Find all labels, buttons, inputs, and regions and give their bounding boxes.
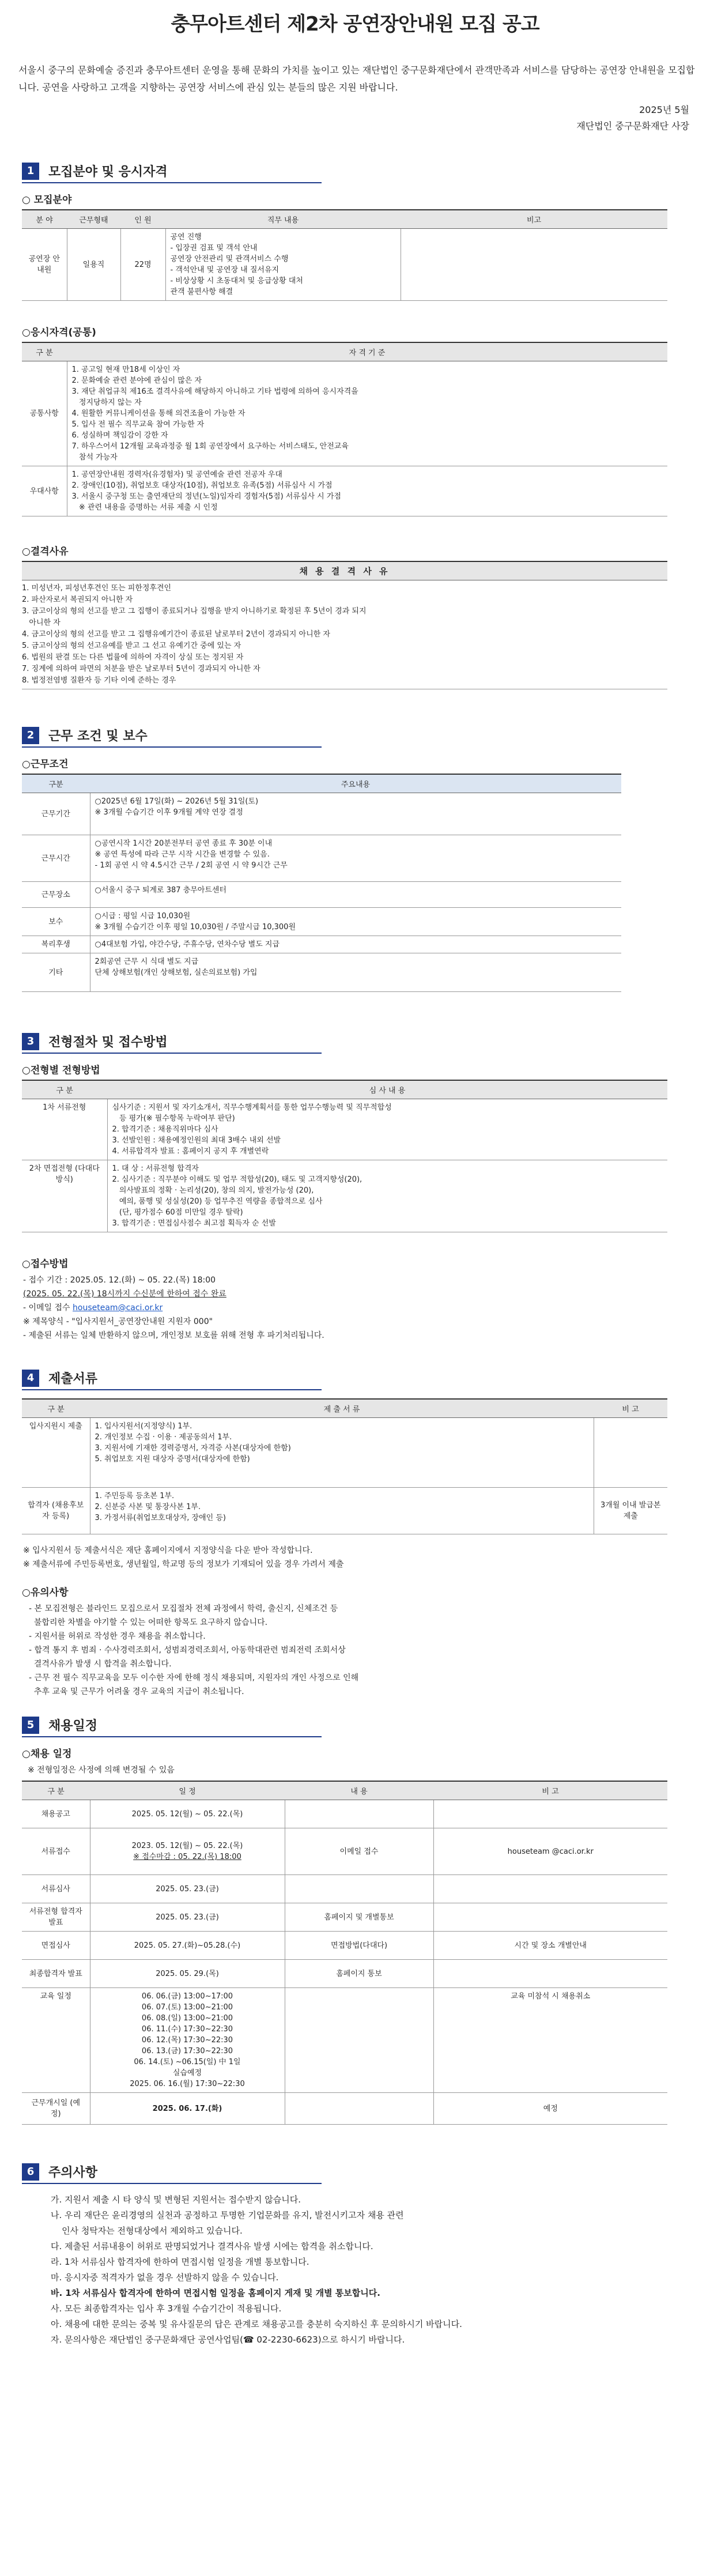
- documents-table: [22, 1398, 667, 1534]
- cell: [90, 1828, 285, 1875]
- section-number: 6: [22, 2163, 39, 2181]
- col-header: 제 출 서 류: [90, 1399, 594, 1418]
- cell: 2025. 05. 23.(금): [90, 1903, 285, 1932]
- line: - 지원서를 허위로 작성한 경우 채용을 취소합니다.: [29, 1632, 206, 1641]
- cell: [90, 1988, 285, 2093]
- col-header: 심 사 내 용: [107, 1080, 667, 1099]
- list-item: 7. 하우스어셔 12개월 교육과정중 월 1회 공연장에서 요구하는 서비스태도, 안전교육: [71, 442, 349, 451]
- row-label: 근무시간: [22, 835, 90, 882]
- section-title: 주의사항: [48, 2166, 98, 2180]
- col-header: 근무형태: [67, 210, 120, 229]
- table-row: [22, 1903, 667, 1932]
- list-item: - 비상상황 시 초동대처 및 응급상황 대처: [170, 277, 303, 285]
- line: 실습예정: [172, 2069, 202, 2077]
- row-label: 근무장소: [22, 882, 90, 908]
- disqualification-box: [22, 561, 667, 689]
- line: 3. 선발인원 : 채용예정인원의 최대 3배수 내외 선발: [112, 1136, 281, 1145]
- col-header: 비 고: [594, 1399, 667, 1418]
- row-label: 교육 일정: [22, 1988, 90, 2093]
- section-number: 5: [22, 1717, 39, 1734]
- list-item: 4. 금고이상의 형의 선고를 받고 그 집행유예기간이 종료된 날로부터 2년이 경과되지 아니한 자: [22, 630, 330, 639]
- line: ※ 제출서류에 주민등록번호, 생년월일, 학교명 등의 정보가 기재되어 있을 경우 가려서 제출: [23, 1560, 344, 1569]
- disqualification-header: 채 용 결 격 사 유: [22, 561, 667, 580]
- table-row: [22, 1099, 667, 1160]
- cautions-list: [51, 2192, 695, 2348]
- table-row: [22, 1875, 667, 1903]
- qual-pref-cell: [67, 466, 667, 516]
- list-item: 인사 청탁자는 전형대상에서 제외하고 있습니다.: [51, 2226, 243, 2236]
- section-title: 제출서류: [48, 1372, 98, 1386]
- subheading-cautions: ○유의사항: [22, 1587, 69, 1598]
- list-item: 6. 성실하며 책임감이 강한 자: [71, 431, 168, 440]
- list-item: 3. 금고이상의 형의 선고를 받고 그 집행이 종료되거나 집행을 받지 아니하기로 확정된 후 5년이 경과 되지: [22, 607, 367, 616]
- table-row: [22, 882, 621, 908]
- list-item: 5. 입사 전 필수 직무교육 참여 가능한 자: [71, 420, 205, 429]
- section-title: 채용일정: [48, 1719, 98, 1733]
- schedule-table: [22, 1781, 667, 2125]
- cell: [90, 908, 621, 936]
- cell: 22명: [120, 229, 165, 301]
- cell: [433, 1800, 667, 1828]
- line: 2025. 06. 16.(월) 17:30~22:30: [130, 2080, 245, 2088]
- list-item: 7. 징계에 의하여 파면의 처분을 받은 날로부터 5년이 경과되지 아니한 자: [22, 665, 260, 673]
- list-item: 아니한 자: [22, 618, 61, 627]
- email-line: - 이메일 접수 houseteam@caci.or.kr: [23, 1303, 163, 1312]
- qual-common-cell: [67, 361, 667, 466]
- row-label: 기타: [22, 953, 90, 992]
- line: 1. 입사지원서(지정양식) 1부.: [95, 1422, 192, 1431]
- table-row: [22, 1828, 667, 1875]
- cell: ○4대보험 가입, 야간수당, 주휴수당, 연차수당 별도 지급: [90, 936, 621, 953]
- list-item: 8. 법정전염병 질환자 등 기타 이에 준하는 경우: [22, 676, 176, 685]
- section-title: 모집분야 및 응시자격: [48, 165, 168, 179]
- list-item: 6. 법원의 판결 또는 다른 법률에 의하여 자격이 상실 또는 정지된 자: [22, 653, 244, 662]
- line: 06. 11.(수) 17:30~22:30: [141, 2025, 233, 2034]
- list-item: 1. 공고일 현재 만18세 이상인 자: [71, 365, 180, 374]
- list-item: 아. 채용에 대한 문의는 중복 및 유사질문의 답은 관계로 채용공고를 충분히 숙지하신 후 문의하시기 바랍니다.: [51, 2319, 462, 2329]
- list-item: 2. 문화예술 관련 분야에 관심이 많은 자: [71, 376, 202, 385]
- table-row: [22, 361, 667, 466]
- cell: 2025. 05. 27.(화)~05.28.(수): [90, 1932, 285, 1960]
- row-label: 채용공고: [22, 1800, 90, 1828]
- line: - 1회 공연 시 약 4.5시간 근무 / 2회 공연 시 약 9시간 근무: [95, 861, 288, 870]
- table-row: [22, 229, 667, 301]
- section-3-header: [22, 1032, 322, 1054]
- row-label: 최종합격자 발표: [22, 1960, 90, 1988]
- list-item: 공연장 안전관리 및 관객서비스 수행: [170, 255, 289, 263]
- list-item: 2. 장애인(10점), 취업보호 대상자(10점), 취업보호 유족(5점) 서류심사 시 가점: [71, 481, 333, 490]
- list-item: 사. 모든 최종합격자는 입사 후 3개월 수습기간이 적용됩니다.: [51, 2303, 282, 2314]
- line: 1. 대 상 : 서류전형 합격자: [112, 1164, 199, 1173]
- recruit-table: [22, 209, 667, 301]
- list-item: 3. 서울시 중구청 또는 출연재단의 정년(노일)임자리 경험자(5점) 서류심사 시 가점: [71, 492, 341, 501]
- col-header: 비고: [401, 210, 667, 229]
- line: 4. 서류합격자 발표 : 홈페이지 공지 후 개별연락: [112, 1147, 269, 1156]
- page-title: 충무아트센터 제2차 공연장안내원 모집 공고: [171, 13, 539, 36]
- subheading-schedule: ○채용 일정: [22, 1748, 72, 1760]
- cell: 시간 및 장소 개별안내: [433, 1932, 667, 1960]
- cell: [90, 835, 621, 882]
- conditions-table: [22, 774, 621, 992]
- col-header: 자 격 기 준: [67, 342, 667, 361]
- cell: [285, 1988, 433, 2093]
- table-row: [22, 936, 621, 953]
- line: 3. 가정서류(취업보호대상자, 장애인 등): [95, 1514, 226, 1522]
- line: 의사발표의 정확 · 논리성(20), 창의 의지, 발전가능성 (20),: [112, 1186, 314, 1195]
- col-header: 구 분: [22, 1399, 90, 1418]
- table-row: [22, 2093, 667, 2125]
- cell: ○서울시 중구 퇴계로 387 충무아트센터: [90, 882, 621, 908]
- line: 5. 취업보호 지원 대상자 증명서(대상자에 한함): [95, 1455, 250, 1464]
- cell: 이메일 접수: [285, 1828, 433, 1875]
- notice-date: 2025년 5월: [639, 104, 689, 115]
- list-item: 바. 1차 서류심사 합격자에 한하여 면접시험 일정을 홈페이지 게재 및 개별 통보합니다.: [51, 2288, 380, 2298]
- line: 불합리한 차별을 야기할 수 있는 어떠한 항목도 요구하지 않습니다.: [29, 1618, 268, 1627]
- section-number: 2: [22, 727, 39, 744]
- line: 결격사유가 발생 시 합격을 취소합니다.: [29, 1659, 172, 1669]
- section-title: 전형절차 및 접수방법: [48, 1035, 168, 1050]
- line: 추후 교육 및 근무가 어려울 경우 교육의 지급이 취소됩니다.: [29, 1687, 244, 1696]
- cell: 일용직: [67, 229, 120, 301]
- col-header: 구 분: [22, 1080, 107, 1099]
- line: 3. 지원서에 기재한 경력증명서, 자격증 사본(대상자에 한함): [95, 1444, 291, 1453]
- cell: 홈페이지 통보: [285, 1960, 433, 1988]
- section-2-header: [22, 726, 322, 748]
- cell: 2025. 06. 17.(화): [90, 2093, 285, 2125]
- line: 06. 08.(일) 13:00~21:00: [141, 2014, 233, 2023]
- col-header: 내 용: [285, 1781, 433, 1800]
- col-header: 일 정: [90, 1781, 285, 1800]
- list-item: 자. 문의사항은 재단법인 중구문화재단 공연사업팀(☎ 02-2230-6623)으로 하시기 바랍니다.: [51, 2334, 405, 2345]
- list-item: 1. 미성년자, 피성년후견인 또는 피한정후견인: [22, 584, 172, 593]
- list-item: 1. 공연장안내원 경력자(유경험자) 및 공연예술 관련 전공자 우대: [71, 470, 282, 479]
- row-label: 공통사항: [22, 361, 67, 466]
- line: ○2025년 6월 17일(화) ~ 2026년 5월 31일(토): [95, 797, 259, 806]
- line: (2025. 05. 22.(목) 18시까지 수신분에 한하여 접수 완료: [23, 1289, 226, 1299]
- table-row: [22, 953, 621, 992]
- line: - 합격 통지 후 범죄 · 수사경력조회서, 성범죄경력조회서, 아동학대관련 범죄전력 조회서상: [29, 1646, 346, 1655]
- table-row: [22, 1988, 667, 2093]
- subheading-conditions: ○근무조건: [22, 759, 69, 770]
- table-row: [22, 835, 621, 882]
- subheading-disqualification: ○결격사유: [22, 546, 69, 557]
- list-item: 관객 불편사항 해결: [170, 288, 233, 296]
- list-item: - 입장권 검표 및 객석 안내: [170, 244, 258, 252]
- line: ※ 제목양식 - "입사지원서_공연장안내원 지원자 000": [23, 1317, 213, 1326]
- section-6-header: [22, 2163, 322, 2184]
- col-header: 구 분: [22, 1781, 90, 1800]
- cell: [90, 1488, 594, 1534]
- email-link[interactable]: houseteam@caci.or.kr: [73, 1303, 163, 1312]
- cell: 2025. 05. 29.(목): [90, 1960, 285, 1988]
- line: ○공연시작 1시간 20분전부터 공연 종료 후 30분 이내: [95, 839, 273, 848]
- cell: 3개월 이내 발급본 제출: [594, 1488, 667, 1534]
- col-header: 분 야: [22, 210, 67, 229]
- line: ※ 3개월 수습기간 이후 평일 10,030원 / 주말시급 10,300원: [95, 923, 296, 931]
- cautions-block: [29, 1602, 695, 1699]
- cell: [90, 793, 621, 835]
- table-row: [22, 466, 667, 516]
- line: - 근무 전 필수 직무교육을 모두 이수한 자에 한해 정식 채용되며, 지원자의 개인 사정으로 인해: [29, 1673, 359, 1683]
- cell: [285, 1800, 433, 1828]
- list-item: 가. 지원서 제출 시 타 양식 및 변형된 지원서는 접수받지 않습니다.: [51, 2194, 301, 2205]
- section-5-header: [22, 1716, 322, 1737]
- duties-cell: [165, 229, 401, 301]
- cell: [433, 1875, 667, 1903]
- list-item: 5. 금고이상의 형의 선고유예를 받고 그 선고 유예기간 중에 있는 자: [22, 642, 241, 650]
- list-item: 4. 원활한 커뮤니케이션을 통해 의견조율이 가능한 자: [71, 409, 246, 418]
- list-item: 공연 진행: [170, 233, 202, 242]
- cell: [107, 1160, 667, 1232]
- row-label: 근무개시일 (예정): [22, 2093, 90, 2125]
- table-row: [22, 1932, 667, 1960]
- cell: 2025. 05. 23.(금): [90, 1875, 285, 1903]
- list-item: 마. 응시자중 적격자가 없을 경우 선발하지 않을 수 있습니다.: [51, 2272, 279, 2283]
- line: 2. 합격기준 : 채용직위마다 심사: [112, 1125, 218, 1134]
- cell: [285, 2093, 433, 2125]
- line: (단, 평가점수 60점 미만일 경우 탈락): [112, 1208, 243, 1217]
- line: 06. 06.(금) 13:00~17:00: [141, 1992, 233, 2001]
- row-label: 보수: [22, 908, 90, 936]
- line: - 접수 기간 : 2025.05. 12.(화) ~ 05. 22.(목) 18:00: [23, 1276, 216, 1285]
- row-label: 면접심사: [22, 1932, 90, 1960]
- row-label: 입사지원시 제출: [22, 1418, 90, 1488]
- line: ※ 3개월 수습기간 이후 9개월 계약 연장 결정: [95, 808, 243, 817]
- line: 06. 14.(토) ~06.15(일) 中 1일: [134, 2058, 241, 2066]
- screening-table: [22, 1080, 667, 1232]
- list-item: 2. 파산자로서 복권되지 아니한 자: [22, 595, 133, 604]
- line: 06. 12.(목) 17:30~22:30: [141, 2036, 233, 2045]
- section-title: 근무 조건 및 보수: [48, 729, 148, 744]
- col-header: 구분: [22, 774, 90, 793]
- cell: 면접방법(다대다): [285, 1932, 433, 1960]
- line: 2. 개인정보 수집 · 이용 · 제공동의서 1부.: [95, 1433, 232, 1442]
- cell: [401, 229, 667, 301]
- table-row: [22, 1418, 667, 1488]
- documents-notes: [23, 1544, 695, 1571]
- line: 2. 신분증 사본 및 통장사본 1부.: [95, 1503, 201, 1511]
- line: ※ 입사지원서 등 제출서식은 재단 홈페이지에서 지정양식을 다운 받아 작성합니다.: [23, 1546, 313, 1555]
- list-item: 참석 가능자: [71, 453, 118, 462]
- disqualification-list: [22, 580, 667, 689]
- line: 2023. 05. 12(월) ~ 05. 22.(목): [131, 1842, 243, 1850]
- line: 06. 07.(토) 13:00~21:00: [141, 2003, 233, 2012]
- cell: houseteam @caci.or.kr: [433, 1828, 667, 1875]
- intro-text: 서울시 중구의 문화예술 증진과 충무아트센터 운영을 통해 문화의 가치를 높이고 있는 재단법인 중구문화재단에서 관객만족과 서비스를 담당하는 공연장 안내원을 모집합니다. 공연을 사랑하고 고객을 지향하는 공연장 서비스에 관심 있는 분들의 많은 지원 바랍니다.: [18, 65, 695, 93]
- receipt-block: [23, 1273, 695, 1342]
- cell: [594, 1418, 667, 1488]
- col-header: 직무 내용: [165, 210, 401, 229]
- notice-org: 재단법인 중구문화재단 사장: [576, 120, 689, 131]
- row-label: 서류심사: [22, 1875, 90, 1903]
- cell: 홈페이지 및 개별통보: [285, 1903, 433, 1932]
- cell: [285, 1875, 433, 1903]
- cell: 교육 미참석 시 채용취소: [433, 1988, 667, 2093]
- table-row: [22, 793, 621, 835]
- line: 3. 합격기준 : 면접심사점수 최고점 획득자 순 선발: [112, 1219, 276, 1228]
- line: 심사기준 : 지원서 및 자기소개서, 직무수행계획서를 통한 업무수행능력 및 직무적합성: [112, 1103, 392, 1112]
- line: - 본 모집전형은 블라인드 모집으로서 모집절차 전체 과정에서 학력, 출신지, 신체조건 등: [29, 1604, 338, 1613]
- list-item: ※ 관련 내용을 증명하는 서류 제출 시 인정: [71, 503, 218, 512]
- line: 단체 상해보험(개인 상해보험, 실손의료보험) 가입: [95, 968, 258, 977]
- row-label: 1차 서류전형: [22, 1099, 107, 1160]
- cell: [433, 1903, 667, 1932]
- line: ※ 접수마감 : 05. 22.(목) 18:00: [133, 1853, 241, 1861]
- list-item: 정지당하지 않는 자: [71, 398, 142, 407]
- notice-page: [15, 0, 695, 2348]
- cell: [90, 953, 621, 992]
- section-number: 3: [22, 1033, 39, 1050]
- cell: [107, 1099, 667, 1160]
- subheading-recruit: ○ 모집분야: [22, 194, 72, 206]
- schedule-note: ※ 전형일정은 사정에 의해 변경될 수 있음: [28, 1766, 175, 1775]
- list-item: 라. 1차 서류심사 합격자에 한하여 면접시험 일정을 개별 통보합니다.: [51, 2257, 309, 2267]
- line: 06. 13.(금) 17:30~22:30: [141, 2047, 233, 2055]
- line: ○시급 : 평일 시급 10,030원: [95, 912, 191, 921]
- cell: 2025. 05. 12(월) ~ 05. 22.(목): [90, 1800, 285, 1828]
- table-row: [22, 908, 621, 936]
- table-row: [22, 1160, 667, 1232]
- cell: [90, 1418, 594, 1488]
- section-number: 4: [22, 1370, 39, 1387]
- line: 예의, 품행 및 성실성(20) 등 업무추진 역량을 종합적으로 심사: [112, 1197, 323, 1206]
- list-item: - 객석안내 및 공연장 내 질서유지: [170, 266, 280, 274]
- section-1-header: [22, 162, 322, 183]
- col-header: 구 분: [22, 342, 67, 361]
- cell: 공연장 안내원: [22, 229, 67, 301]
- row-label: 우대사항: [22, 466, 67, 516]
- line: 2회공연 근무 시 식대 별도 지급: [95, 957, 199, 966]
- col-header: 인 원: [120, 210, 165, 229]
- cell: 예정: [433, 2093, 667, 2125]
- qualification-table: [22, 342, 667, 516]
- row-label: 서류전형 합격자발표: [22, 1903, 90, 1932]
- line: 등 평가(※ 필수항목 누락여부 판단): [112, 1114, 235, 1123]
- row-label: 합격자 (채용후보자 등록): [22, 1488, 90, 1534]
- row-label: 서류접수: [22, 1828, 90, 1875]
- cell: [433, 1960, 667, 1988]
- subheading-receipt: ○접수방법: [22, 1258, 69, 1270]
- table-row: [22, 1800, 667, 1828]
- line: ※ 공연 특성에 따라 근무 시작 시간을 변경할 수 있음.: [95, 850, 270, 859]
- subheading-screening: ○전형별 전형방법: [22, 1065, 100, 1076]
- section-number: 1: [22, 163, 39, 180]
- col-header: 비 고: [433, 1781, 667, 1800]
- line: - 제출된 서류는 일체 반환하지 않으며, 개인정보 보호를 위해 전형 후 파기처리됩니다.: [23, 1331, 324, 1340]
- list-item: 다. 제출된 서류내용이 허위로 판명되었거나 결격사유 발생 시에는 합격을 취소합니다.: [51, 2241, 373, 2251]
- list-item: 3. 재단 취업규칙 제16조 결격사유에 해당하지 아니하고 기타 법령에 의하여 응시자격을: [71, 387, 358, 396]
- row-label: 복리후생: [22, 936, 90, 953]
- row-label: 근무기간: [22, 793, 90, 835]
- col-header: 주요내용: [90, 774, 621, 793]
- line: 1. 주민등록 등초본 1부.: [95, 1492, 175, 1500]
- subheading-qualification: ○응시자격(공통): [22, 327, 96, 338]
- row-label: 2차 면접전형 (다대다 방식): [22, 1160, 107, 1232]
- table-row: [22, 1488, 667, 1534]
- section-4-header: [22, 1369, 322, 1390]
- table-row: [22, 1960, 667, 1988]
- line: 2. 심사기준 : 직무분야 이해도 및 업무 적합성(20), 태도 및 고객지향성(20),: [112, 1175, 362, 1184]
- list-item: 나. 우리 재단은 윤리경영의 실천과 공정하고 투명한 기업문화를 유지, 발전시키고자 채용 관련: [51, 2210, 404, 2220]
